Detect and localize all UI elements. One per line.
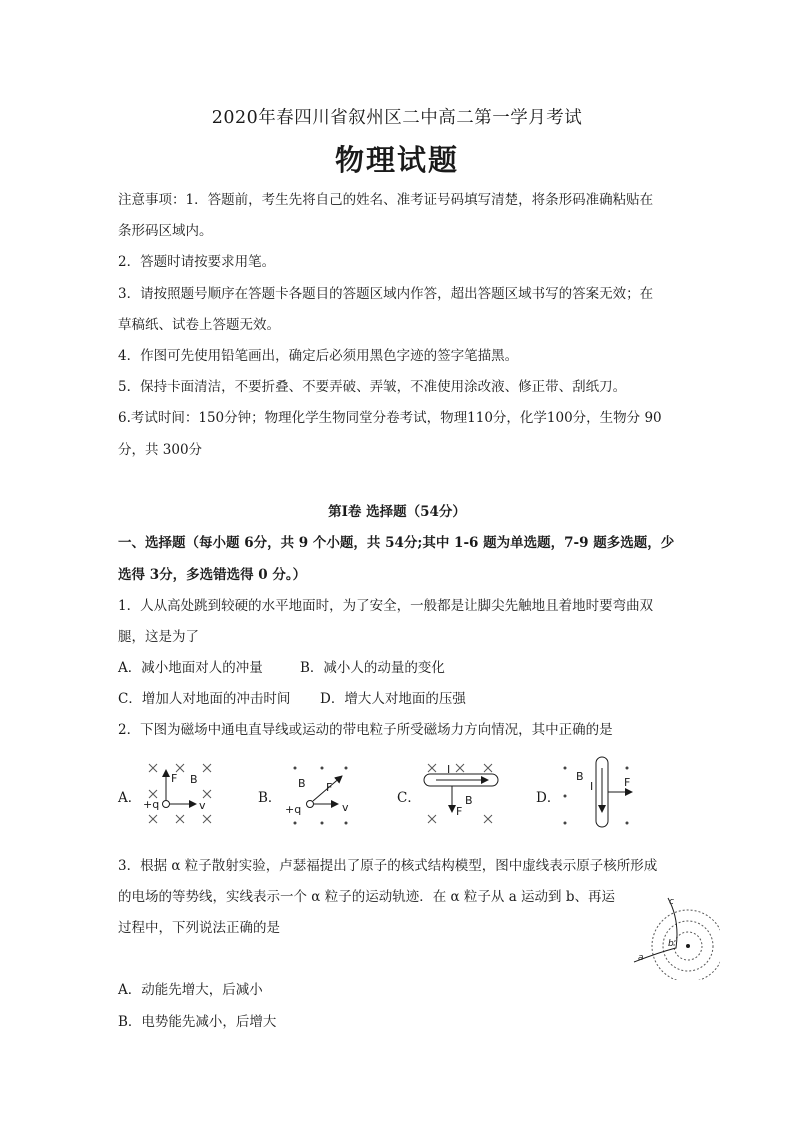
note-line-4: 3．请按照题号顺序在答题卡各题目的答题区域内作答，超出答题区域书写的答案无效；在 bbox=[118, 286, 654, 302]
note-line-2: 条形码区域内。 bbox=[118, 223, 213, 239]
q3-stem-1: 3．根据 α 粒子散射实验，卢瑟福提出了原子的核式结构模型，图中虚线表示原子核所形成 bbox=[118, 858, 658, 874]
q2-d-force-label: F bbox=[624, 776, 631, 789]
q2-stem: 2．下图为磁场中通电直导线或运动的带电粒子所受磁场力方向情况，其中正确的是 bbox=[118, 722, 613, 738]
q2-c-current-label: I bbox=[447, 763, 451, 776]
note-line-5: 草稿纸、试卷上答题无效。 bbox=[118, 317, 280, 333]
q2-figure-b bbox=[294, 767, 348, 825]
section-instruction-2: 选得 3分，多选错选得 0 分。） bbox=[118, 567, 307, 583]
q2-c-force-label: F bbox=[456, 805, 463, 818]
note-line-9: 分，共 300分 bbox=[118, 442, 203, 458]
q1-stem-1: 1．人从高处跳到较硬的水平地面时，为了安全，一般都是让脚尖先触地且着地时要弯曲双 bbox=[118, 598, 654, 614]
q3-point-c: c bbox=[669, 897, 674, 907]
q2-a-field-label: B bbox=[190, 773, 198, 786]
q2-a-charge-label: +q bbox=[143, 798, 160, 811]
q2-b-charge-label: +q bbox=[285, 803, 302, 816]
q2-c-field-label: B bbox=[465, 794, 473, 807]
q2-figure-d bbox=[564, 757, 633, 827]
note-line-3: 2．答题时请按要求用笔。 bbox=[118, 254, 276, 270]
note-line-6: 4．作图可先使用铅笔画出，确定后必须用黑色字迹的签字笔描黑。 bbox=[118, 348, 519, 364]
q1-option-b: B．减小人的动量的变化 bbox=[300, 660, 445, 676]
q2-b-field-label: B bbox=[298, 777, 306, 790]
q2-b-velocity-label: v bbox=[342, 801, 349, 814]
q1-option-a: A．减小地面对人的冲量 bbox=[118, 660, 263, 676]
q3-point-b: b bbox=[668, 939, 674, 949]
q2-d-current-label: I bbox=[590, 780, 594, 793]
q1-option-d: D．增大人对地面的压强 bbox=[320, 691, 466, 707]
q1-option-c: C．增加人对地面的冲击时间 bbox=[118, 691, 291, 707]
section-heading: 第Ⅰ卷 选择题（54分） bbox=[328, 504, 466, 520]
q2-b-force-label: F bbox=[326, 781, 333, 794]
exam-title: 2020年春四川省叙州区二中高二第一学月考试 bbox=[211, 108, 583, 128]
q2-label-d: D． bbox=[536, 790, 561, 806]
note-line-8: 6.考试时间：150分钟；物理化学生物同堂分卷考试，物理110分，化学100分，生物分 90 bbox=[118, 410, 662, 426]
q3-stem-3: 过程中，下列说法正确的是 bbox=[118, 920, 280, 936]
q2-a-velocity-label: v bbox=[199, 799, 206, 812]
q2-label-b: B． bbox=[258, 790, 282, 806]
q2-label-a: A． bbox=[118, 790, 142, 806]
q2-figure-a bbox=[149, 764, 211, 823]
q2-label-c: C． bbox=[397, 790, 421, 806]
note-line-1: 注意事项：1．答题前，考生先将自己的姓名、准考证号码填写清楚，将条形码准确粘贴在 bbox=[118, 192, 654, 208]
q3-figure bbox=[620, 880, 720, 980]
subject-title: 物理试题 bbox=[334, 143, 459, 177]
q2-a-force-label: F bbox=[171, 772, 178, 785]
note-line-7: 5．保持卡面清洁，不要折叠、不要弄破、弄皱，不准使用涂改液、修正带、刮纸刀。 bbox=[118, 379, 627, 395]
q3-option-a: A．动能先增大，后减小 bbox=[118, 982, 263, 998]
q2-d-field-label: B bbox=[576, 770, 584, 783]
q3-option-b: B．电势能先减小，后增大 bbox=[118, 1014, 277, 1030]
q3-point-a: a bbox=[638, 953, 644, 963]
section-instruction-1: 一、选择题（每小题 6分，共 9 个小题，共 54分;其中 1-6 题为单选题，7-9 题多选题，少 bbox=[118, 535, 675, 551]
q1-stem-2: 腿，这是为了 bbox=[118, 629, 199, 645]
q3-stem-2: 的电场的等势线，实线表示一个 α 粒子的运动轨迹．在 α 粒子从 a 运动到 b、再运 bbox=[118, 889, 615, 905]
